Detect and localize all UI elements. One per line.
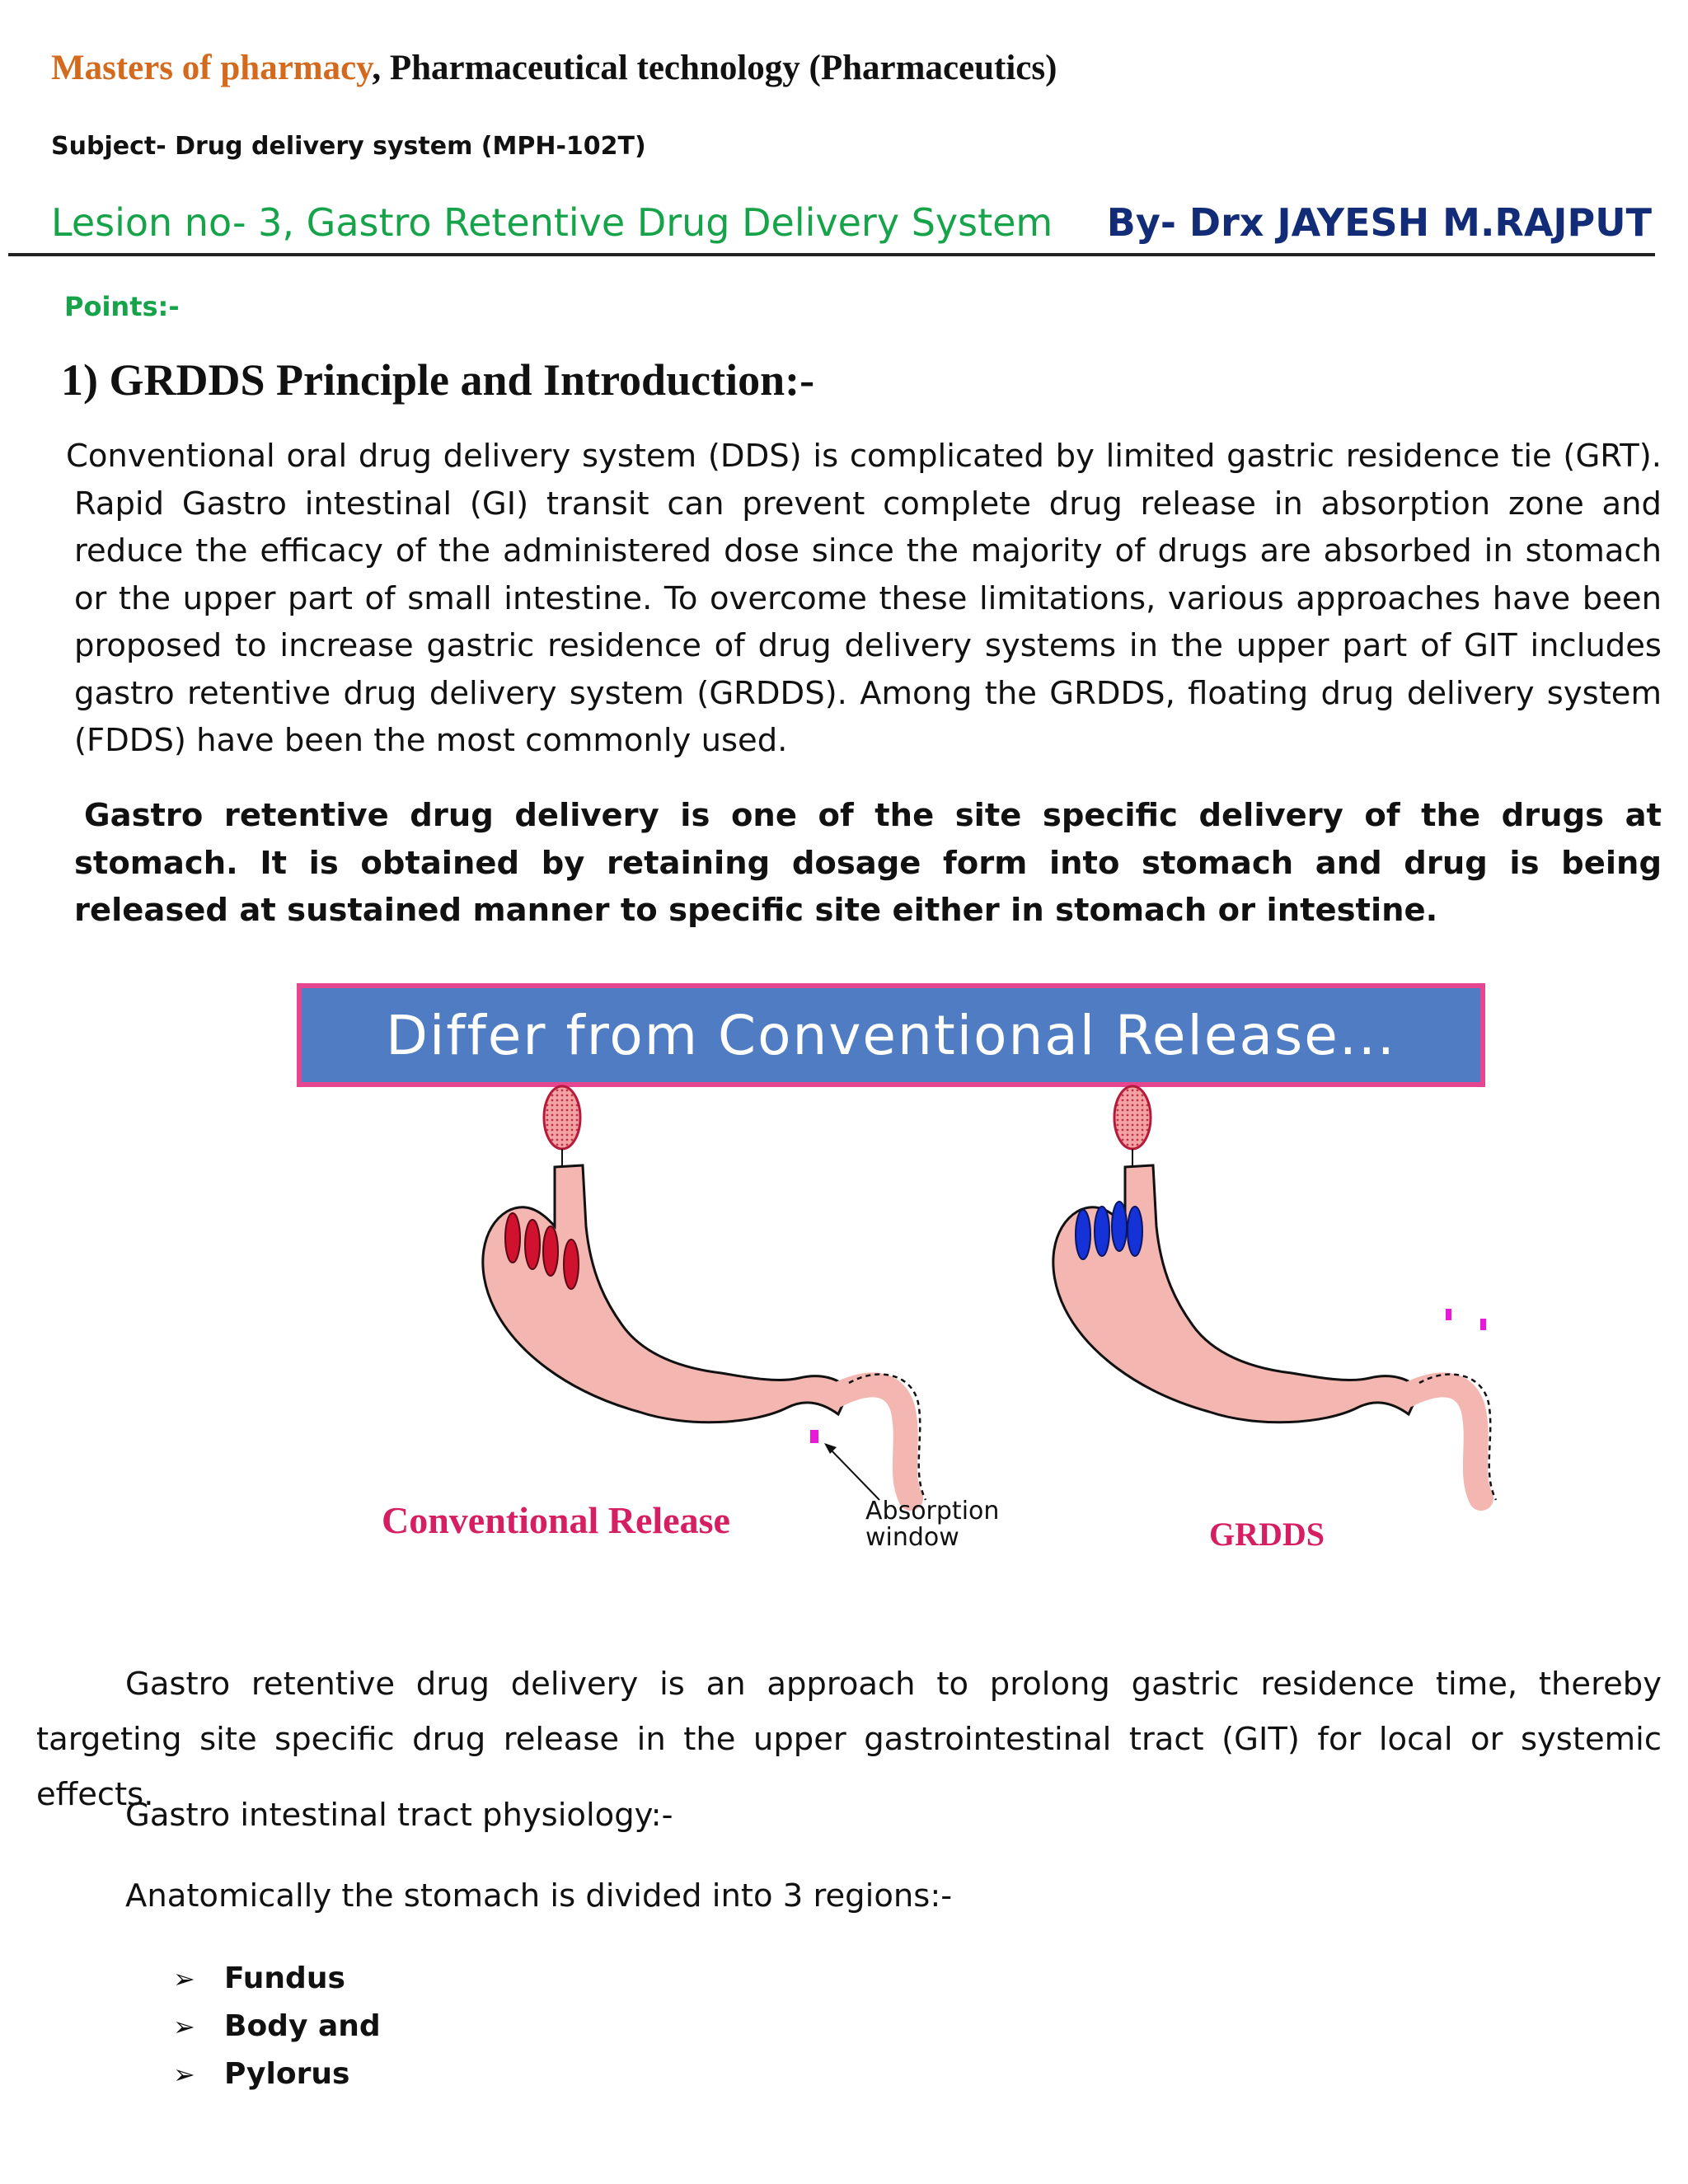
absorption-window-label xyxy=(865,1498,999,1551)
regions-intro: Anatomically the stomach is divided into 3 regions:- xyxy=(125,1877,953,1915)
region-label: Body and xyxy=(224,2009,381,2043)
conventional-stomach-body xyxy=(483,1165,849,1422)
grdds-tablet xyxy=(1095,1207,1109,1256)
list-item xyxy=(173,1955,381,2003)
conventional-duodenum xyxy=(837,1385,911,1498)
figure-banner: Differ from Conventional Release... xyxy=(297,983,1485,1087)
grdds-stomach-body xyxy=(1053,1165,1419,1422)
document-title xyxy=(51,48,1057,88)
points-label: Points:- xyxy=(64,291,180,322)
list-item xyxy=(173,2003,381,2050)
arrow-bullet-icon: ➢ xyxy=(173,2059,195,2090)
conventional-tablet xyxy=(543,1226,558,1276)
program-name: , Pharmaceutical technology (Pharmaceutics) xyxy=(372,49,1057,87)
intro-paragraph-text: Conventional oral drug delivery system (DDS) is complicated by limited gastric residence tie (GRT). Rapid Gastro intestinal (GI) transit can prevent complete drug release in absorption zone and reduce the efficacy of the administered dose since the majority of drugs are absorbed in stomach or the upper part of small intestine. To overcome these limitations, various approaches have been proposed to increase gastric residence of drug delivery systems in the upper part of GIT includes gastro retentive drug delivery system (GRDDS). Among the GRDDS, floating drug delivery system (FDDS) have been the most commonly used. xyxy=(66,438,1662,759)
absorption-pointer xyxy=(828,1447,879,1500)
regions-list xyxy=(173,1955,381,2098)
lesson-title: Lesion no- 3, Gastro Retentive Drug Delivery System xyxy=(51,200,1053,245)
grdds-label: GRDDS xyxy=(1209,1516,1325,1553)
grdds-tablet xyxy=(1076,1210,1090,1259)
header-divider xyxy=(8,253,1655,256)
drug-particle xyxy=(1446,1309,1451,1320)
conventional-tablet xyxy=(525,1220,540,1269)
approach-paragraph-text: Gastro retentive drug delivery is an approach to prolong gastric residence time, thereby targeting site specific drug release in the upper gastrointestinal tract (GIT) for local or systemic effects. xyxy=(36,1666,1662,1813)
conventional-stomach xyxy=(483,1086,926,1500)
author-byline: By- Drx JAYESH M.RAJPUT xyxy=(1106,200,1652,245)
grdds-stomach xyxy=(1053,1086,1496,1500)
drug-particle xyxy=(1480,1319,1486,1330)
comparison-figure xyxy=(293,979,1498,1581)
gi-physiology-heading: Gastro intestinal tract physiology:- xyxy=(125,1797,673,1834)
region-label: Pylorus xyxy=(224,2057,350,2091)
region-label: Fundus xyxy=(224,1961,345,1995)
list-item xyxy=(173,2050,381,2098)
subject-line: Subject- Drug delivery system (MPH-102T) xyxy=(51,132,646,161)
arrow-bullet-icon: ➢ xyxy=(173,2011,195,2042)
definition-paragraph-text: Gastro retentive drug delivery is one of the site specific delivery of the drugs at stomach. It is obtained by retaining dosage form into stomach and drug is being released at sustained manner to specific site either in stomach or intestine. xyxy=(74,797,1662,929)
section-heading: 1) GRDDS Principle and Introduction:- xyxy=(61,355,815,405)
stomach-illustrations xyxy=(293,979,1498,1581)
absorption-window-marker xyxy=(810,1430,818,1443)
grdds-tablet xyxy=(1128,1207,1142,1256)
grdds-tablet xyxy=(1112,1202,1127,1251)
conventional-tablet xyxy=(505,1213,520,1263)
grdds-tablet-top xyxy=(1114,1086,1151,1149)
conventional-tablet xyxy=(564,1240,579,1289)
conventional-tablet-top xyxy=(544,1086,580,1149)
arrow-bullet-icon: ➢ xyxy=(173,1963,195,1994)
grdds-duodenum xyxy=(1407,1385,1481,1498)
absorption-label-line1: Absorption xyxy=(865,1497,1000,1526)
definition-paragraph xyxy=(74,792,1662,935)
intro-paragraph xyxy=(66,433,1662,765)
conventional-release-label: Conventional Release xyxy=(382,1499,730,1541)
absorption-label-line2: window xyxy=(865,1523,959,1552)
degree-name: Masters of pharmacy xyxy=(51,49,373,87)
